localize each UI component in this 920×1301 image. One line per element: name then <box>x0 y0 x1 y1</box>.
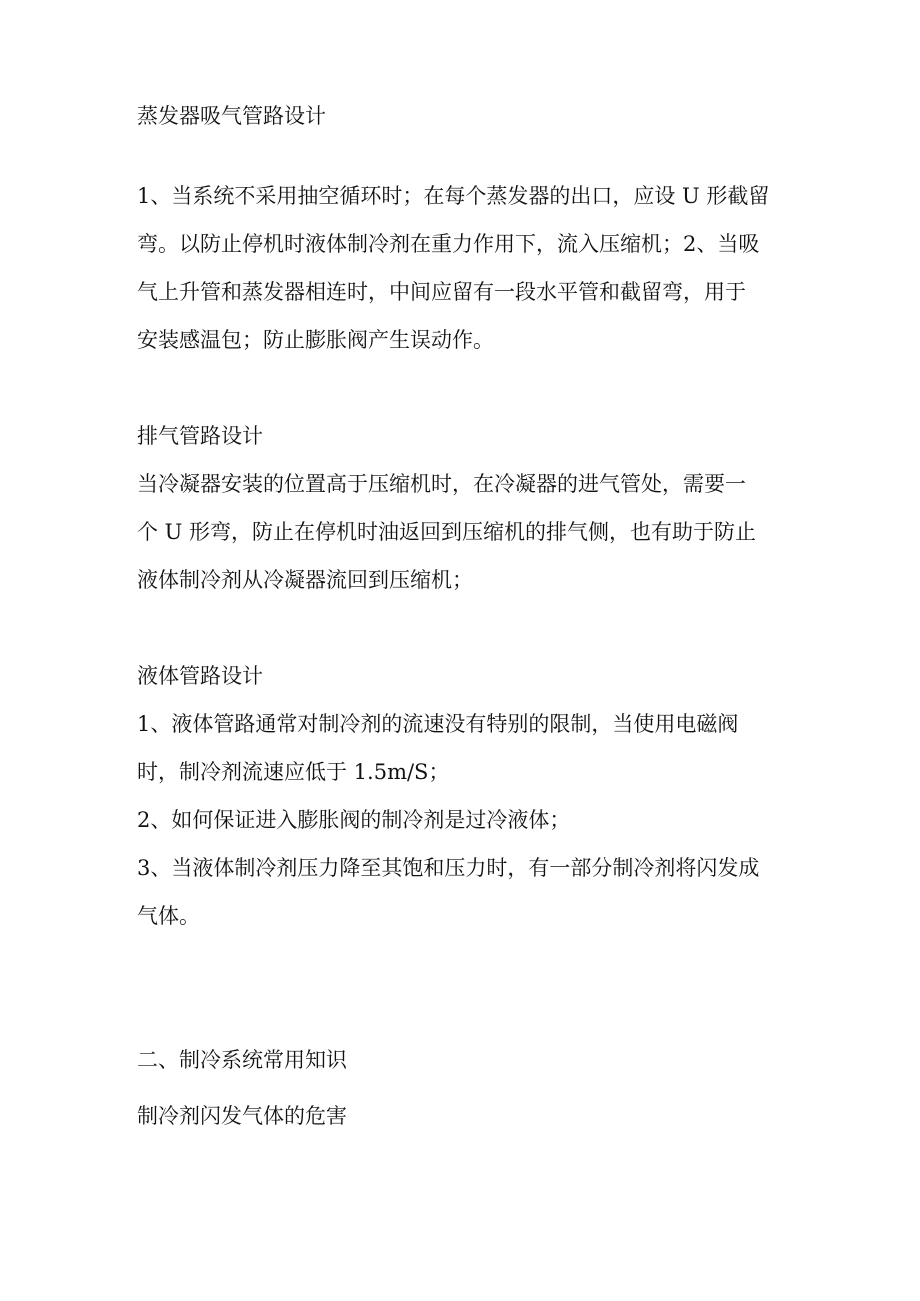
evaporator-suction-heading: 蒸发器吸气管路设计 <box>137 104 326 128</box>
liquid-heading: 液体管路设计 <box>137 664 263 688</box>
section-two-subheading: 制冷剂闪发气体的危害 <box>137 1104 347 1128</box>
discharge-heading: 排气管路设计 <box>137 424 263 448</box>
evaporator-suction-line-2: 弯。以防止停机时液体制冷剂在重力作用下，流入压缩机；2、当吸 <box>137 232 760 256</box>
liquid-line-5: 气体。 <box>137 904 200 928</box>
liquid-line-4: 3、当液体制冷剂压力降至其饱和压力时，有一部分制冷剂将闪发成 <box>137 856 760 880</box>
discharge-line-1: 当冷凝器安装的位置高于压缩机时，在冷凝器的进气管处，需要一 <box>137 472 746 496</box>
discharge-line-3: 液体制冷剂从冷凝器流回到压缩机； <box>137 568 473 592</box>
liquid-line-2: 时，制冷剂流速应低于 1.5m/S； <box>137 760 450 784</box>
liquid-line-1: 1、液体管路通常对制冷剂的流速没有特别的限制，当使用电磁阀 <box>137 712 739 736</box>
evaporator-suction-line-1: 1、当系统不采用抽空循环时；在每个蒸发器的出口，应设 U 形截留 <box>137 184 770 208</box>
liquid-line-3: 2、如何保证进入膨胀阀的制冷剂是过冷液体； <box>137 808 571 832</box>
discharge-line-2: 个 U 形弯，防止在停机时油返回到压缩机的排气侧，也有助于防止 <box>137 520 757 544</box>
evaporator-suction-line-4: 安装感温包；防止膨胀阀产生误动作。 <box>137 328 494 352</box>
evaporator-suction-line-3: 气上升管和蒸发器相连时，中间应留有一段水平管和截留弯，用于 <box>137 280 746 304</box>
section-two-heading: 二、制冷系统常用知识 <box>137 1048 347 1072</box>
